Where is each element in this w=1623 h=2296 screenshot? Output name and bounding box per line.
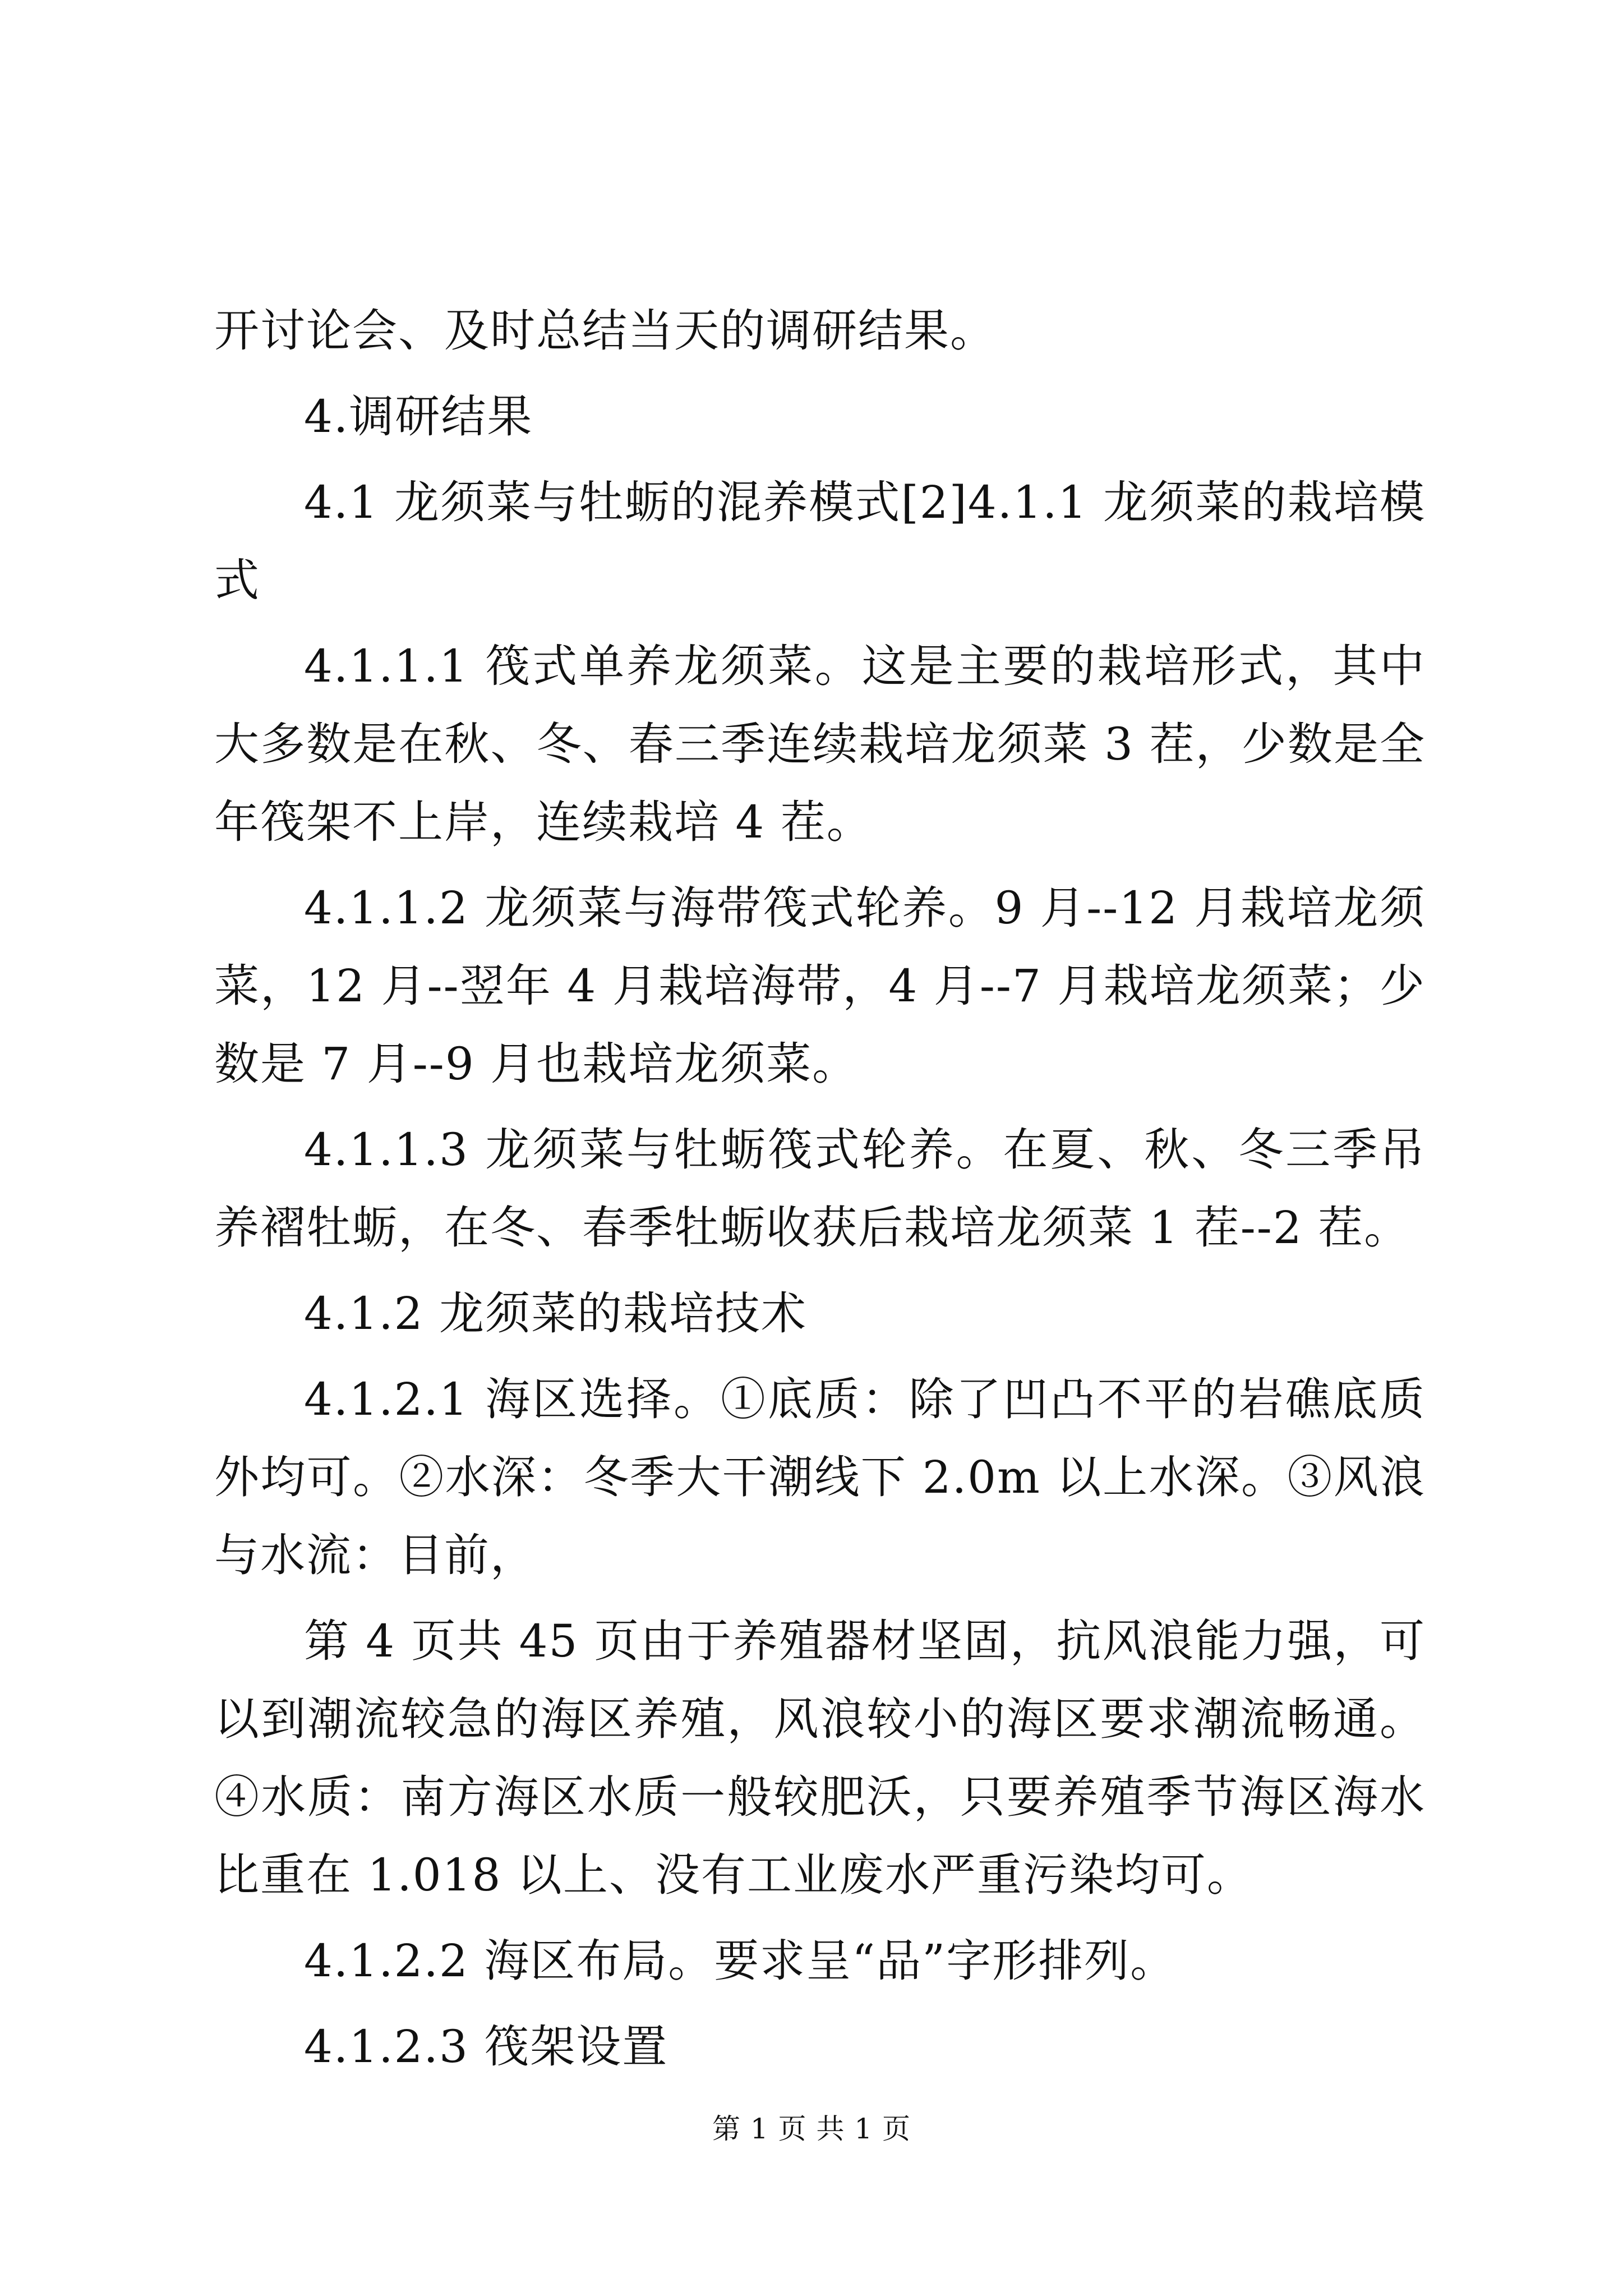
paragraph: 4.1.2.2 海区布局。要求呈“品”字形排列。 — [304, 1935, 1177, 1987]
page-footer: 第 1 页 共 1 页 — [712, 2113, 911, 2145]
paragraph: 开讨论会、及时总结当天的调研结果。 — [214, 305, 996, 357]
paragraph: 4.1.2.3 筏架设置 — [304, 2021, 668, 2073]
subsection-heading: 4.1 龙须菜与牡蛎的混养模式[2]4.1.1 龙须菜的栽培模式 — [214, 476, 1426, 606]
subsection-heading: 4.1.2 龙须菜的栽培技术 — [304, 1287, 807, 1340]
section-heading: 4.调研结果 — [304, 390, 533, 443]
paragraph: 第 4 页共 45 页由于养殖器材坚固，抗风浪能力强，可以到潮流较急的海区养殖，风浪较小的海区要求潮流畅通。④水质：南方海区水质一般较肥沃，只要养殖季节海区海水比重在 1.018 以上、没有工业废水严重污染均可。 — [214, 1615, 1426, 1901]
document-body — [214, 292, 1426, 2093]
paragraph: 4.1.1.3 龙须菜与牡蛎筏式轮养。在夏、秋、冬三季吊养褶牡蛎，在冬、春季牡蛎收获后栽培龙须菜 1 茬--2 茬。 — [214, 1124, 1426, 1254]
paragraph: 4.1.1.2 龙须菜与海带筏式轮养。9 月--12 月栽培龙须菜，12 月--翌年 4 月栽培海带，4 月--7 月栽培龙须菜；少数是 7 月--9 月也栽培龙须菜。 — [214, 882, 1426, 1090]
paragraph: 4.1.2.1 海区选择。①底质：除了凹凸不平的岩礁底质外均可。②水深：冬季大干潮线下 2.0m 以上水深。③风浪与水流：目前， — [214, 1373, 1426, 1581]
paragraph: 4.1.1.1 筏式单养龙须菜。这是主要的栽培形式，其中大多数是在秋、冬、春三季连续栽培龙须菜 3 茬，少数是全年筏架不上岸，连续栽培 4 茬。 — [214, 640, 1426, 848]
